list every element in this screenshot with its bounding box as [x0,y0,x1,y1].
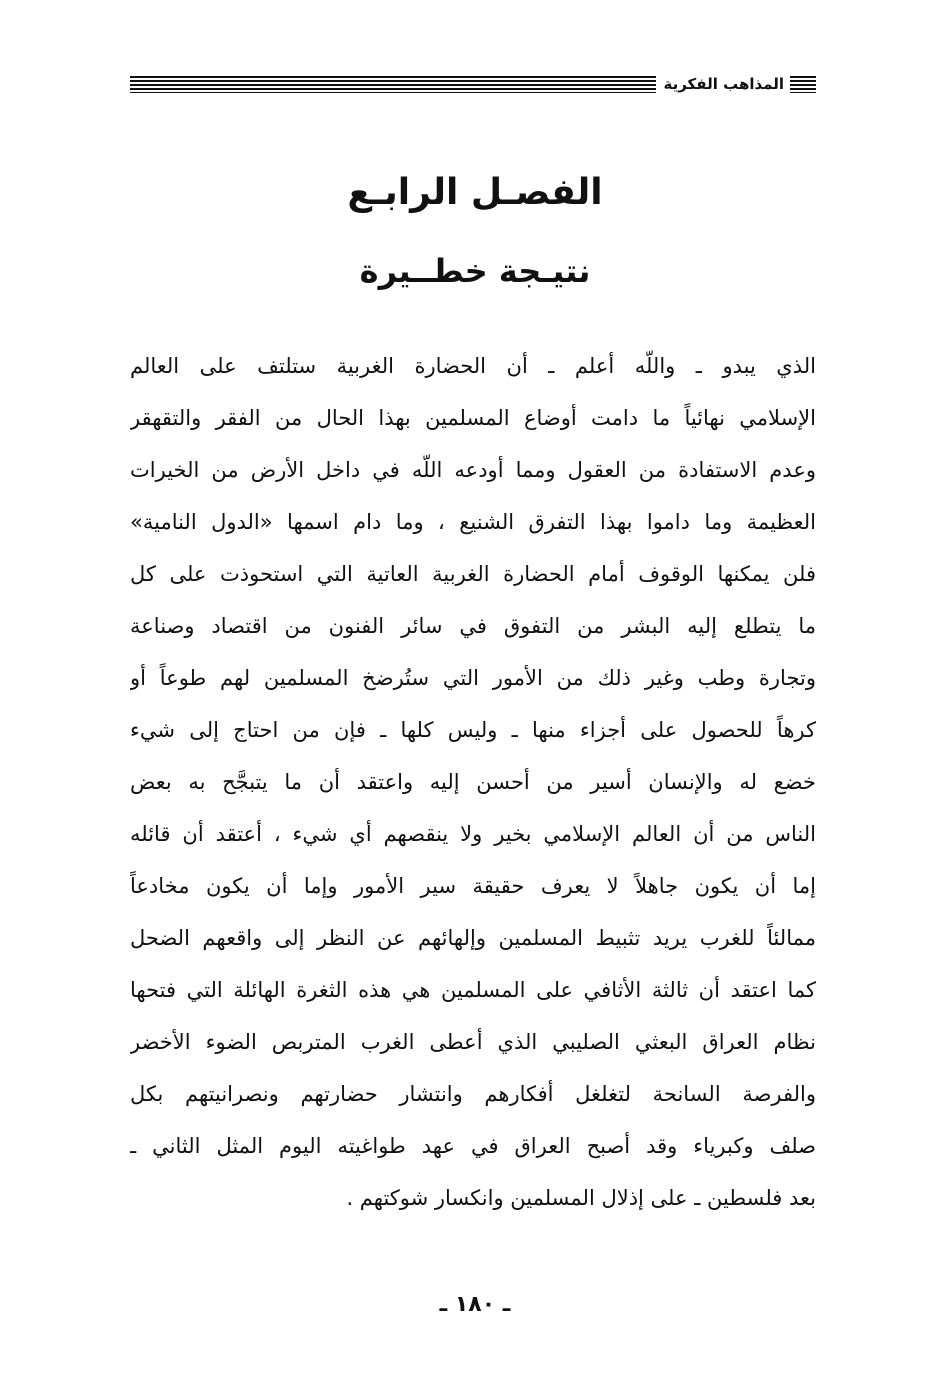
header-rule-lines [130,76,656,93]
running-header [130,72,816,96]
body-line: فلن يمكنها الوقوف أمام الحضارة الغربية العاتية التي استحوذت على كل [130,562,816,586]
page-number: ـ ١٨٠ ـ [439,1292,511,1317]
chapter-title: الفصـل الرابـع [347,172,603,213]
body-line: نظام العراق البعثي الصليبي الذي أعطى الغرب المتربص الضوء الأخضر [130,1030,816,1054]
body-line: ما يتطلع إليه البشر من التفوق في سائر الفنون من اقتصاد وصناعة [130,614,816,638]
body-paragraph [130,340,816,1224]
body-line: كرهاً للحصول على أجزاء منها ـ وليس كلها ـ فإن من احتاج إلى شيء [130,718,816,742]
body-line: وتجارة وطب وغير ذلك من الأمور التي ستُرضخ المسلمين لهم طوعاً أو [130,666,816,690]
body-line: وعدم الاستفادة من العقول ومما أودعه اللّه في داخل الأرض من الخيرات [130,458,816,482]
chapter-subtitle: نتيـجة خطــيرة [359,252,591,290]
body-line: الإسلامي نهائياً ما دامت أوضاع المسلمين بهذا الحال من الفقر والتقهقر [130,406,816,430]
body-line: إما أن يكون جاهلاً لا يعرف حقيقة سير الأمور وإما أن يكون مخادعاً [130,874,816,898]
body-line: العظيمة وما داموا بهذا التفرق الشنيع ، وما دام اسمها «الدول النامية» [130,510,816,534]
body-line: كما اعتقد أن ثالثة الأثافي على المسلمين هي هذه الثغرة الهائلة التي فتحها [130,978,816,1002]
body-line: بعد فلسطين ـ على إذلال المسلمين وانكسار شوكتهم . [346,1186,816,1210]
header-book-title: المذاهب الفكرية [663,75,784,93]
body-line: خضع له والإنسان أسير من أحسن إليه واعتقد أن ما يتبجَّح به بعض [130,770,816,794]
body-line: والفرصة السانحة لتغلغل أفكارهم وانتشار حضارتهم ونصرانيتهم بكل [130,1082,816,1106]
body-line: الناس من أن العالم الإسلامي بخير ولا ينقصهم أي شيء ، أعتقد أن قائله [130,822,816,846]
body-line: الذي يبدو ـ واللّه أعلم ـ أن الحضارة الغربية ستلتف على العالم [130,354,816,378]
header-ornament [790,76,816,93]
body-line: ممالئاً للغرب يريد تثبيط المسلمين وإلهائهم عن النظر إلى واقعهم الضحل [130,926,816,950]
body-line: صلف وكبرياء وقد أصبح العراق في عهد طواغيته اليوم المثل الثاني ـ [130,1134,816,1158]
